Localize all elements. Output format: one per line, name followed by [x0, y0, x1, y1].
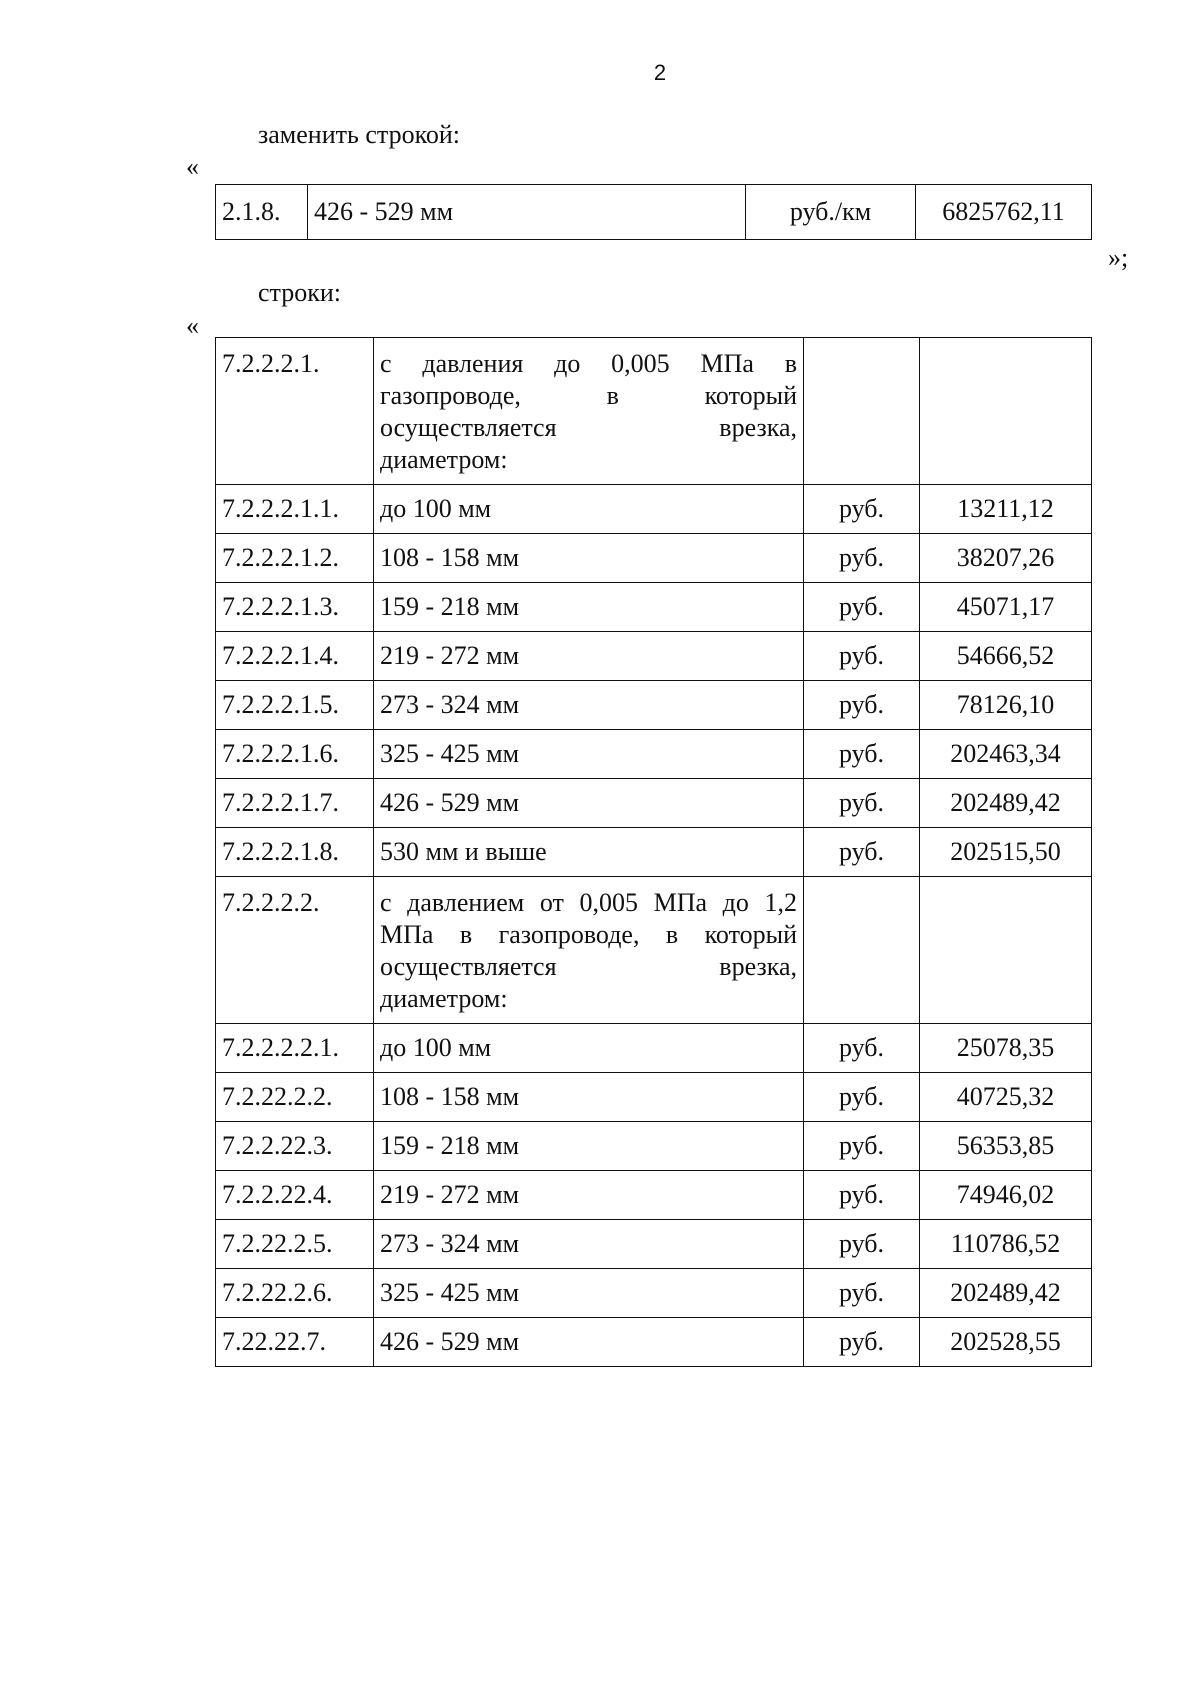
table-row: [216, 1073, 1092, 1122]
row-code: 7.2.2.2.1.4.: [216, 632, 374, 681]
row-description: 426 - 529 мм: [374, 1318, 804, 1367]
group-description-line: осуществляется врезка,: [380, 413, 797, 442]
row-code: 7.2.2.2.1.2.: [216, 534, 374, 583]
row-description: 325 - 425 мм: [374, 730, 804, 779]
row-code: 7.2.2.2.1.5.: [216, 681, 374, 730]
table-row: [216, 730, 1092, 779]
group-description: [374, 877, 804, 1024]
row-price: 13211,12: [920, 485, 1092, 534]
row-unit: руб.: [804, 1171, 920, 1220]
row-description: 426 - 529 мм: [308, 185, 746, 240]
open-quote-1: «: [186, 152, 199, 181]
table-row: [216, 1122, 1092, 1171]
row-price: 40725,32: [920, 1073, 1092, 1122]
row-unit: руб.: [804, 1024, 920, 1073]
table-row: [216, 1269, 1092, 1318]
row-code: 7.2.2.2.1.7.: [216, 779, 374, 828]
group-price: [920, 877, 1092, 1024]
group-description-line: газопроводе, в который: [380, 381, 797, 410]
intro-lines-text: строки:: [258, 278, 341, 307]
row-description: 219 - 272 мм: [374, 632, 804, 681]
group-description: [374, 338, 804, 485]
row-unit: руб.: [804, 681, 920, 730]
table-row: [216, 779, 1092, 828]
row-unit: руб.: [804, 485, 920, 534]
row-description: 426 - 529 мм: [374, 779, 804, 828]
row-price: 110786,52: [920, 1220, 1092, 1269]
row-code: 7.2.2.2.2.1.: [216, 1024, 374, 1073]
row-unit: руб.: [804, 1122, 920, 1171]
group-description-line: с давлением от 0,005 МПа до 1,2: [380, 888, 797, 917]
tariff-table: [215, 337, 1092, 1367]
row-price: 202489,42: [920, 779, 1092, 828]
row-unit: руб.: [804, 583, 920, 632]
table-row: [216, 632, 1092, 681]
row-description: 219 - 272 мм: [374, 1171, 804, 1220]
group-header-row: [216, 877, 1092, 1024]
group-header-row: [216, 338, 1092, 485]
row-code: 7.2.2.2.1.1.: [216, 485, 374, 534]
row-description: 325 - 425 мм: [374, 1269, 804, 1318]
group-unit: [804, 338, 920, 485]
table-row: [216, 828, 1092, 877]
table-row: [216, 1024, 1092, 1073]
table-row: [216, 485, 1092, 534]
row-description: до 100 мм: [374, 1024, 804, 1073]
table-row: [216, 1318, 1092, 1367]
group-code: 7.2.2.2.2.: [216, 877, 374, 1024]
replacement-table: [215, 184, 1092, 240]
row-price: 202463,34: [920, 730, 1092, 779]
group-price: [920, 338, 1092, 485]
row-code: 7.22.22.7.: [216, 1318, 374, 1367]
page-number: 2: [653, 60, 667, 85]
group-unit: [804, 877, 920, 1024]
row-price: 25078,35: [920, 1024, 1092, 1073]
row-price: 54666,52: [920, 632, 1092, 681]
row-code: 7.2.22.2.2.: [216, 1073, 374, 1122]
table-row: [216, 534, 1092, 583]
row-description: 273 - 324 мм: [374, 1220, 804, 1269]
table-row: [216, 583, 1092, 632]
row-description: 108 - 158 мм: [374, 534, 804, 583]
row-unit: руб.: [804, 828, 920, 877]
row-code: 7.2.2.22.3.: [216, 1122, 374, 1171]
group-description-line: диаметром:: [380, 445, 508, 474]
group-description-line: осуществляется врезка,: [380, 952, 797, 981]
row-description: 108 - 158 мм: [374, 1073, 804, 1122]
row-price: 56353,85: [920, 1122, 1092, 1171]
row-unit: руб.: [804, 1073, 920, 1122]
row-price: 202489,42: [920, 1269, 1092, 1318]
row-price: 6825762,11: [916, 185, 1092, 240]
close-quote: »;: [1108, 243, 1129, 272]
group-description-line: диаметром:: [380, 984, 508, 1013]
group-description-line: с давления до 0,005 МПа в: [380, 349, 797, 378]
intro-replace-text: заменить строкой:: [258, 120, 461, 149]
row-unit: руб.: [804, 1269, 920, 1318]
row-code: 7.2.2.2.1.3.: [216, 583, 374, 632]
row-description: 159 - 218 мм: [374, 1122, 804, 1171]
row-price: 45071,17: [920, 583, 1092, 632]
row-code: 7.2.22.2.6.: [216, 1269, 374, 1318]
row-unit: руб.: [804, 779, 920, 828]
group-description-line: МПа в газопроводе, в который: [380, 920, 797, 949]
row-price: 78126,10: [920, 681, 1092, 730]
table-row: [216, 1220, 1092, 1269]
row-description: 159 - 218 мм: [374, 583, 804, 632]
row-price: 202515,50: [920, 828, 1092, 877]
row-code: 7.2.2.2.1.6.: [216, 730, 374, 779]
row-unit: руб./км: [746, 185, 916, 240]
row-price: 202528,55: [920, 1318, 1092, 1367]
row-price: 38207,26: [920, 534, 1092, 583]
table-row: [216, 1171, 1092, 1220]
row-description: 273 - 324 мм: [374, 681, 804, 730]
row-description: до 100 мм: [374, 485, 804, 534]
row-unit: руб.: [804, 1318, 920, 1367]
row-unit: руб.: [804, 730, 920, 779]
row-code: 7.2.2.22.4.: [216, 1171, 374, 1220]
group-code: 7.2.2.2.1.: [216, 338, 374, 485]
row-unit: руб.: [804, 534, 920, 583]
row-code: 7.2.22.2.5.: [216, 1220, 374, 1269]
row-unit: руб.: [804, 632, 920, 681]
row-unit: руб.: [804, 1220, 920, 1269]
row-price: 74946,02: [920, 1171, 1092, 1220]
row-code: 7.2.2.2.1.8.: [216, 828, 374, 877]
row-description: 530 мм и выше: [374, 828, 804, 877]
open-quote-2: «: [186, 311, 199, 340]
table-row: [216, 681, 1092, 730]
table-row: [216, 185, 1092, 240]
row-code: 2.1.8.: [216, 185, 308, 240]
